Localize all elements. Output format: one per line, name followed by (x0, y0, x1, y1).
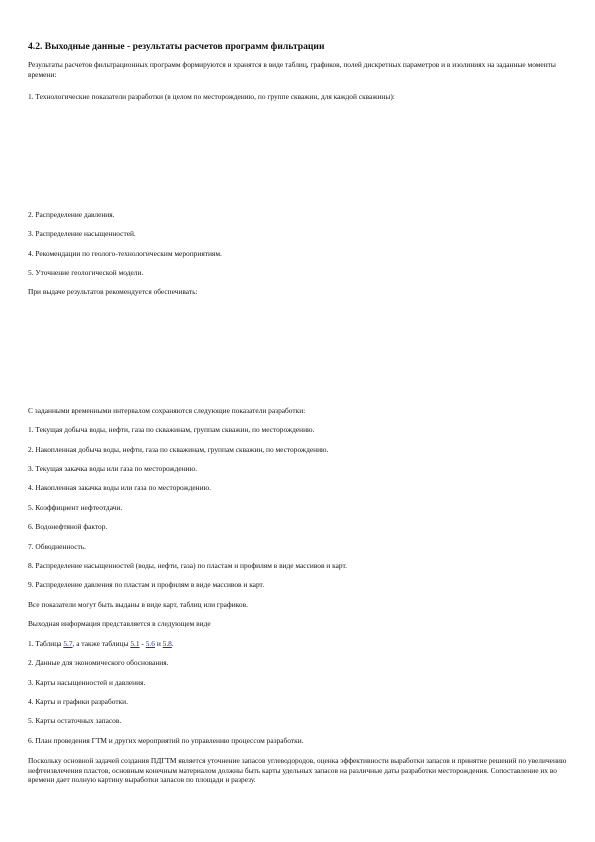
numbered-item (28, 639, 567, 648)
paragraph: При выдаче результатов рекомендуется обеспечивать: (28, 287, 198, 296)
numbered-item: 6. План проведения ГТМ и других мероприятий по управлению процессом разработки. (28, 736, 304, 745)
numbered-item: 4. Рекомендации по геолого-технологическим мероприятиям. (28, 249, 222, 258)
paragraph: С заданными временными интервалом сохраняются следующие показатели разработки: (28, 406, 306, 415)
final-paragraph: Поскольку основной задачей создания ПДГТМ является уточнение запасов углеводородов, оценка эффективности выработки запасов и принятие решений по увеличению нефтеизвлечения пластов, основным конечным материалом должны быть карты удельных запасов на различные даты разработки месторождения. Сопоставление их во времени дает полную картину выработки запасов по площади и разрезу. (28, 756, 567, 785)
numbered-item: 3. Текущая закачка воды или газа по месторождению. (28, 464, 197, 473)
item-text: . (171, 639, 174, 648)
item-text: и (154, 639, 163, 648)
table-link[interactable]: 5.6 (145, 639, 155, 648)
paragraph: Выходная информация представляется в следующем виде (28, 619, 211, 628)
numbered-item: 6. Водонефтяной фактор. (28, 522, 108, 531)
paragraph: Все показатели могут быть выданы в виде карт, таблиц или графиков. (28, 600, 248, 609)
numbered-item: 2. Накопленная добыча воды, нефти, газа по скважинам, группам скважин, по месторождению. (28, 445, 329, 454)
item-text: 1. Таблица (28, 639, 64, 648)
table-link[interactable]: 5.1 (130, 639, 140, 648)
item-text: , а также таблицы (72, 639, 131, 648)
numbered-item: 5. Коэффициент нефтеотдачи. (28, 503, 123, 512)
numbered-item: 2. Данные для экономического обоснования. (28, 658, 169, 667)
section-heading: 4.2. Выходные данные - результаты расчетов программ фильтрации (28, 41, 325, 52)
numbered-item: 5. Уточнение геологической модели. (28, 268, 144, 277)
numbered-item: 3. Карты насыщенностей и давления. (28, 678, 146, 687)
numbered-item: 1. Текущая добыча воды, нефти, газа по скважинам, группам скважин, по месторождению. (28, 425, 315, 434)
numbered-item: 3. Распределение насыщенностей. (28, 229, 136, 238)
numbered-item: 4. Карты и графики разработки. (28, 697, 128, 706)
table-link[interactable]: 5.7 (63, 639, 73, 648)
numbered-item: 9. Распределение давления по пластам и профилям в виде массивов и карт. (28, 580, 265, 589)
numbered-item: 4. Накопленная закачка воды или газа по месторождению. (28, 483, 211, 492)
numbered-item: 1. Технологические показатели разработки (в целом по месторождению, по группе скважин, для каждой скважины): (28, 92, 395, 101)
numbered-item: 2. Распределение давления. (28, 210, 115, 219)
numbered-item: 5. Карты остаточных запасов. (28, 716, 122, 725)
numbered-item: 8. Распределение насыщенностей (воды, нефти, газа) по пластам и профилям в виде массивов и карт. (28, 561, 347, 570)
table-link[interactable]: 5.8 (162, 639, 172, 648)
intro-paragraph: Результаты расчетов фильтрационных программ формируются и хранятся в виде таблиц, графиков, полей дискретных параметров и в изолиниях на заданные моменты времени: (28, 60, 556, 79)
numbered-item: 7. Обводненность. (28, 542, 86, 551)
item-text: - (139, 639, 146, 648)
